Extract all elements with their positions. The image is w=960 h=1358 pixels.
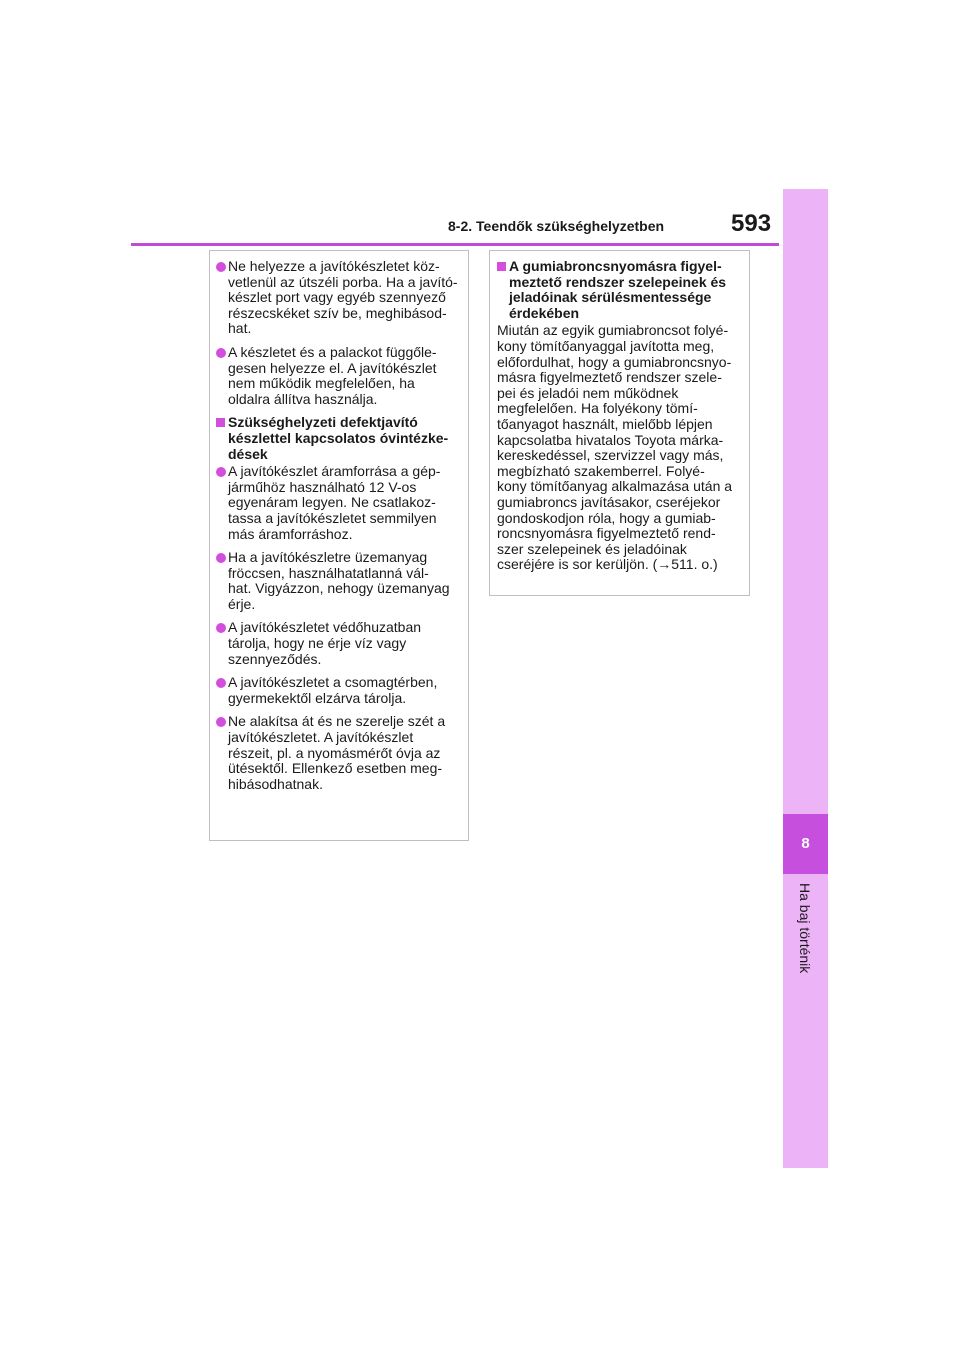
text-line: tassa a javítókészletet semmilyen — [228, 509, 437, 526]
text-line: pei és jeladói nem működnek — [497, 384, 679, 401]
text-line: más áramforráshoz. — [228, 525, 353, 542]
text-line: Miután az egyik gumiabroncsot folyé- — [497, 322, 729, 339]
text-line: tőanyagot használt, mielőbb lépjen — [497, 415, 713, 432]
page-number: 593 — [731, 210, 772, 237]
round-bullet-icon — [216, 623, 226, 633]
text-line: cseréjére is sor kerüljön. (→511. o.) — [497, 556, 718, 573]
text-line: Szükséghelyzeti defektjavító — [228, 414, 418, 431]
bullet-item — [216, 259, 460, 337]
text-line: oldalra állítva használja. — [228, 390, 378, 407]
text-line: másra figyelmeztető rendszer szele- — [497, 369, 722, 386]
text-line: dések — [228, 445, 268, 462]
text-line: jeladóinak sérülésmentessége — [509, 289, 712, 306]
text-line: készlet port vagy egyéb szennyező — [228, 289, 446, 306]
text-line: A gumiabroncsnyomásra figyel- — [509, 258, 722, 274]
section-title: 8-2. Teendők szükséghelyzetben — [448, 218, 665, 234]
text-line: gumiabroncs javításakor, cseréjekor — [497, 493, 721, 510]
text-line: A javítókészlet áramforrása a gép- — [228, 463, 441, 480]
chapter-title-vertical: Ha baj történik — [797, 883, 813, 974]
chapter-side-tab — [783, 189, 828, 1168]
header-rule — [131, 243, 779, 246]
text-line: A készletet és a palackot függőle- — [228, 343, 437, 360]
round-bullet-icon — [216, 717, 226, 727]
text-line: gondoskodjon róla, hogy a gumiab- — [497, 509, 716, 526]
round-bullet-icon — [216, 348, 226, 358]
round-bullet-icon — [216, 262, 226, 272]
text-line: Ne helyezze a javítókészletet köz- — [228, 258, 440, 274]
text-line: gyermekektől elzárva tárolja. — [228, 689, 407, 706]
text-line: meztető rendszer szelepeinek és — [509, 273, 727, 290]
bullet-item — [216, 550, 460, 612]
bullet-item — [216, 714, 460, 792]
round-bullet-icon — [216, 467, 226, 477]
bullet-item — [216, 675, 460, 706]
text-line: részeit, pl. a nyomásmérőt óvja az — [228, 744, 441, 761]
text-line: előfordulhat, hogy a gumiabroncsnyo- — [497, 353, 732, 370]
text-line: Ne alakítsa át és ne szerelje szét a — [228, 713, 446, 730]
chapter-number-badge: 8 — [783, 814, 828, 874]
caution-box-right — [489, 250, 750, 596]
tpms-paragraph — [497, 323, 741, 573]
text-line: nem működik megfelelően, ha — [228, 375, 415, 392]
caution-list-before — [216, 259, 460, 407]
caution-list-after — [216, 464, 460, 792]
round-bullet-icon — [216, 553, 226, 563]
caution-heading-text — [228, 415, 460, 462]
text-line: vetlenül az útszéli porba. Ha a javító- — [228, 273, 458, 290]
text-line: kony tömítőanyag alkalmazása után a — [497, 478, 733, 495]
text-line: javítókészletet. A javítókészlet — [228, 729, 414, 746]
text-line: A javítókészletet védőhuzatban — [228, 619, 422, 636]
text-line: Ha a javítókészletre üzemanyag — [228, 549, 428, 566]
text-line: megfelelően. Ha folyékony tömí- — [497, 400, 698, 417]
text-line: részecskéket szív be, meghibásod- — [228, 304, 447, 321]
text-line: kony tömítőanyaggal javította meg, — [497, 337, 715, 354]
text-line: kereskedéssel, szervizzel vagy más, — [497, 447, 724, 464]
bullet-item — [216, 620, 460, 667]
text-line: szer szelepeinek és jeladóinak — [497, 540, 687, 557]
text-line: tárolja, hogy ne érje víz vagy — [228, 635, 407, 652]
text-line: hat. — [228, 320, 252, 337]
text-line: járműhöz használható 12 V-os — [228, 478, 417, 495]
caution-heading — [216, 415, 460, 462]
text-line: egyenáram legyen. Ne csatlakoz- — [228, 494, 436, 511]
bullet-item — [216, 345, 460, 407]
text-line: ütésektől. Ellenkező esetben meg- — [228, 760, 443, 777]
tpms-heading — [497, 259, 741, 321]
bullet-item — [216, 464, 460, 542]
text-line: fröccsen, használhatatlanná vál- — [228, 564, 429, 581]
text-line: gesen helyezze el. A javítókészlet — [228, 359, 437, 376]
caution-box-left — [209, 250, 469, 841]
tpms-heading-text — [509, 259, 741, 321]
text-line: érdekében — [509, 304, 580, 321]
round-bullet-icon — [216, 678, 226, 688]
text-line: érje. — [228, 595, 256, 612]
square-bullet-icon — [216, 418, 225, 427]
text-line: A javítókészletet a csomagtérben, — [228, 674, 438, 691]
text-line: roncsnyomásra figyelmeztető rend- — [497, 525, 716, 542]
square-bullet-icon — [497, 262, 506, 271]
text-line: hibásodhatnak. — [228, 775, 323, 792]
text-line: kapcsolatba hivatalos Toyota márka- — [497, 431, 724, 448]
text-line: megbízható szakemberrel. Folyé- — [497, 462, 705, 479]
text-line: szennyeződés. — [228, 650, 322, 667]
text-line: készlettel kapcsolatos óvintézke- — [228, 429, 449, 446]
text-line: hat. Vigyázzon, nehogy üzemanyag — [228, 580, 450, 597]
